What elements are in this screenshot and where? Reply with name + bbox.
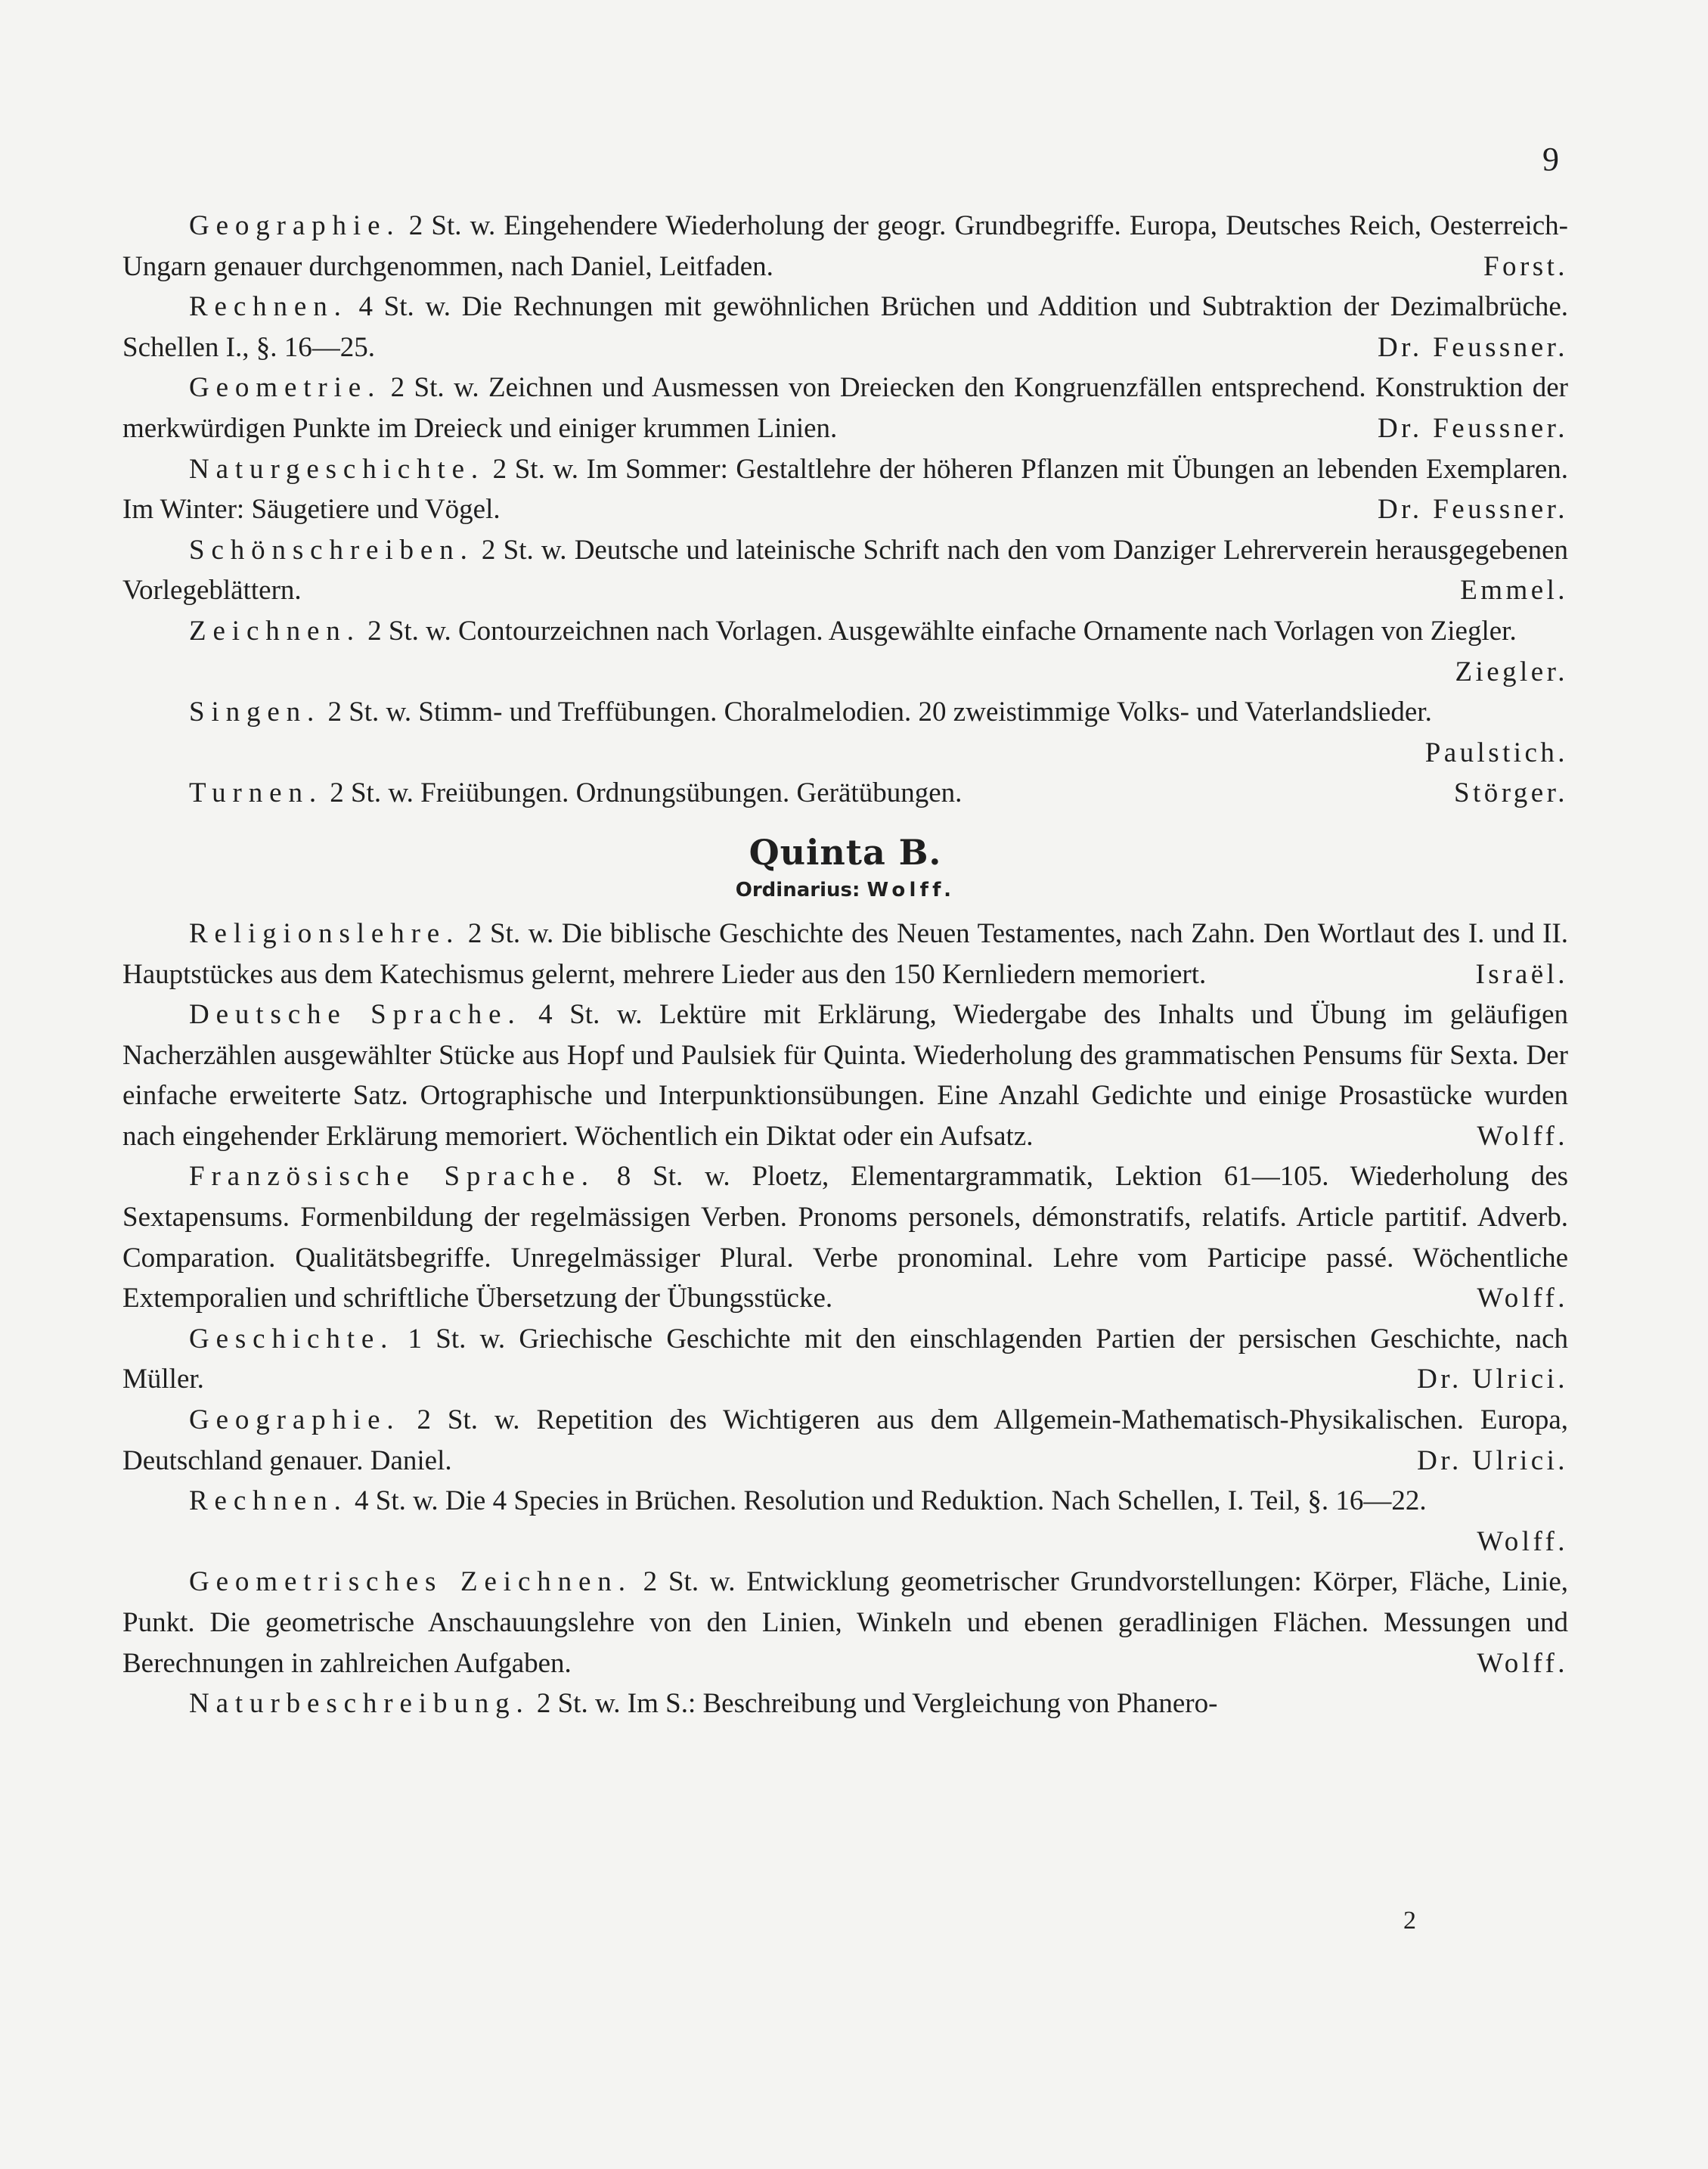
course-entry <box>122 206 1568 287</box>
course-entry <box>122 1156 1568 1318</box>
course-teacher: Dr. Ulrici. <box>1417 1364 1568 1395</box>
course-teacher: Dr. Feussner. <box>1378 412 1568 444</box>
course-teacher: Emmel. <box>1460 575 1568 607</box>
entries-list-bottom <box>122 914 1568 1724</box>
course-teacher: Wolff. <box>1477 1647 1568 1679</box>
course-subject: Geometrisches Zeichnen. <box>189 1566 632 1598</box>
course-subject: Singen. <box>189 697 321 728</box>
course-teacher: Dr. Feussner. <box>1378 494 1568 526</box>
course-description: 2 St. w. Repetition des Wichtigeren aus dem Allgemein-Mathematisch-Physikalischen. Europa, Deutschland genauer. Daniel. <box>122 1404 1568 1476</box>
course-description: 2 St. w. Deutsche und lateinische Schrift nach den vom Danziger Lehrerverein herausgegebenen Vorlegeblättern. <box>122 534 1568 607</box>
course-entry <box>122 773 1568 814</box>
footer-number: 2 <box>1403 1907 1416 1935</box>
course-subject: Rechnen. <box>189 1485 348 1517</box>
course-subject: Naturgeschichte. <box>189 453 485 485</box>
course-description: 2 St. w. Entwicklung geometrischer Grundvorstellungen: Körper, Fläche, Linie, Punkt. Die geometrische Anschauungslehre von den Linien, Winkeln und ebenen geradlinigen Flächen. Messungen und Berechnungen in zahlreichen Aufgaben. <box>122 1566 1568 1679</box>
course-subject: Geographie. <box>189 210 401 241</box>
course-entry <box>122 368 1568 448</box>
course-teacher: Dr. Ulrici. <box>1417 1444 1568 1476</box>
section-title: Quinta B. <box>749 831 942 873</box>
course-teacher: Dr. Feussner. <box>1378 331 1568 363</box>
course-description: 2 St. w. Eingehendere Wiederholung der geogr. Grundbegriffe. Europa, Deutsches Reich, Oesterreich-Ungarn genauer durchgenommen, nach Daniel, Leitfaden. <box>122 210 1568 282</box>
course-entry <box>122 1319 1568 1400</box>
course-entry <box>122 1400 1568 1481</box>
course-subject: Rechnen. <box>189 291 348 323</box>
course-teacher: Störger. <box>1454 777 1568 809</box>
course-subject: Turnen. <box>189 777 323 809</box>
course-teacher: Ziegler. <box>1455 656 1568 687</box>
course-description: 8 St. w. Ploetz, Elementargrammatik, Lektion 61—105. Wiederholung des Sextapensums. Formenbildung der regelmässigen Verben. Pronoms personels, démonstratifs, relatifs. Article partitif. Adverb. Comparation. Qualitätsbegriffe. Unregelmässiger Plural. Verbe pronominal. Lehre vom Participe passé. Wöchentliche Extemporalien und schriftliche Übersetzung der Übungsstücke. <box>122 1161 1569 1314</box>
course-teacher: Wolff. <box>1477 1120 1568 1152</box>
course-entry <box>122 1683 1568 1724</box>
course-teacher: Israël. <box>1475 958 1568 990</box>
section-ordinarius <box>122 874 1568 906</box>
course-description: 2 St. w. Im Sommer: Gestaltlehre der höheren Pflanzen mit Übungen an lebenden Exemplaren. Im Winter: Säugetiere und Vögel. <box>122 453 1569 526</box>
course-entry <box>122 287 1568 368</box>
course-subject: Naturbeschreibung. <box>189 1688 530 1720</box>
course-teacher: Wolff. <box>1477 1525 1568 1557</box>
course-teacher: Forst. <box>1483 250 1568 282</box>
course-description: 4 St. w. Lektüre mit Erklärung, Wiedergabe des Inhalts und Übung im geläufigen Nacherzählen ausgewählter Stücke aus Hopf und Paulsiek für Quinta. Wiederholung des grammatischen Pensums für Sexta. Der einfache erweiterte Satz. Ortographische und Interpunktionsübungen. Eine Anzahl Gedichte und einige Prosastücke wurden nach eingehender Erklärung memoriert. Wöchentlich ein Diktat oder ein Aufsatz. <box>122 999 1568 1152</box>
course-description: 2 St. w. Zeichnen und Ausmessen von Dreiecken den Kongruenzfällen entsprechend. Konstruktion der merkwürdigen Punkte im Dreieck und einiger krummen Linien. <box>122 372 1568 444</box>
page-number: 9 <box>1542 141 1559 178</box>
course-description: 4 St. w. Die 4 Species in Brüchen. Resolution und Reduktion. Nach Schellen, I. Teil, §. 16—22. <box>355 1485 1427 1517</box>
course-description: 1 St. w. Griechische Geschichte mit den einschlagenden Partien der persischen Geschichte, nach Müller. <box>122 1323 1568 1395</box>
course-entry <box>122 995 1568 1156</box>
course-description: 2 St. w. Contourzeichnen nach Vorlagen. Ausgewählte einfache Ornamente nach Vorlagen von Ziegler. <box>367 615 1517 647</box>
course-subject: Deutsche Sprache. <box>189 999 522 1031</box>
course-description: 2 St. w. Die biblische Geschichte des Neuen Testamentes, nach Zahn. Den Wortlaut des I. und II. Hauptstückes aus dem Katechismus gelernt, mehrere Lieder aus den 150 Kernliedern memoriert. <box>122 917 1569 990</box>
course-entry <box>122 449 1568 530</box>
entries-list-top <box>122 206 1568 814</box>
course-description: 2 St. w. Freiübungen. Ordnungsübungen. Gerätübungen. <box>330 777 962 809</box>
course-entry <box>122 611 1568 692</box>
course-entry <box>122 530 1568 611</box>
course-teacher: Paulstich. <box>1424 737 1568 768</box>
course-description: 2 St. w. Stimm- und Treffübungen. Choralmelodien. 20 zweistimmige Volks- und Vaterlandslieder. <box>327 697 1432 728</box>
course-subject: Religionslehre. <box>189 917 460 949</box>
course-subject: Geographie. <box>189 1404 401 1436</box>
ordinarius-label: Ordinarius: <box>735 878 860 901</box>
page-content <box>122 206 1568 1724</box>
course-description: 2 St. w. Im S.: Beschreibung und Vergleichung von Phanero- <box>536 1688 1218 1720</box>
course-entry <box>122 1562 1568 1683</box>
course-subject: Zeichnen. <box>189 615 361 647</box>
course-entry <box>122 692 1568 773</box>
course-teacher: Wolff. <box>1477 1283 1568 1314</box>
course-description: 4 St. w. Die Rechnungen mit gewöhnlichen Brüchen und Addition und Subtraktion der Dezimalbrüche. Schellen I., §. 16—25. <box>122 291 1568 363</box>
course-subject: Geometrie. <box>189 372 382 404</box>
course-subject: Französische Sprache. <box>189 1161 595 1193</box>
ordinarius-name: Wolff. <box>866 878 956 901</box>
course-entry <box>122 1481 1568 1562</box>
course-entry <box>122 914 1568 995</box>
course-subject: Schönschreiben. <box>189 534 474 566</box>
course-subject: Geschichte. <box>189 1323 395 1354</box>
